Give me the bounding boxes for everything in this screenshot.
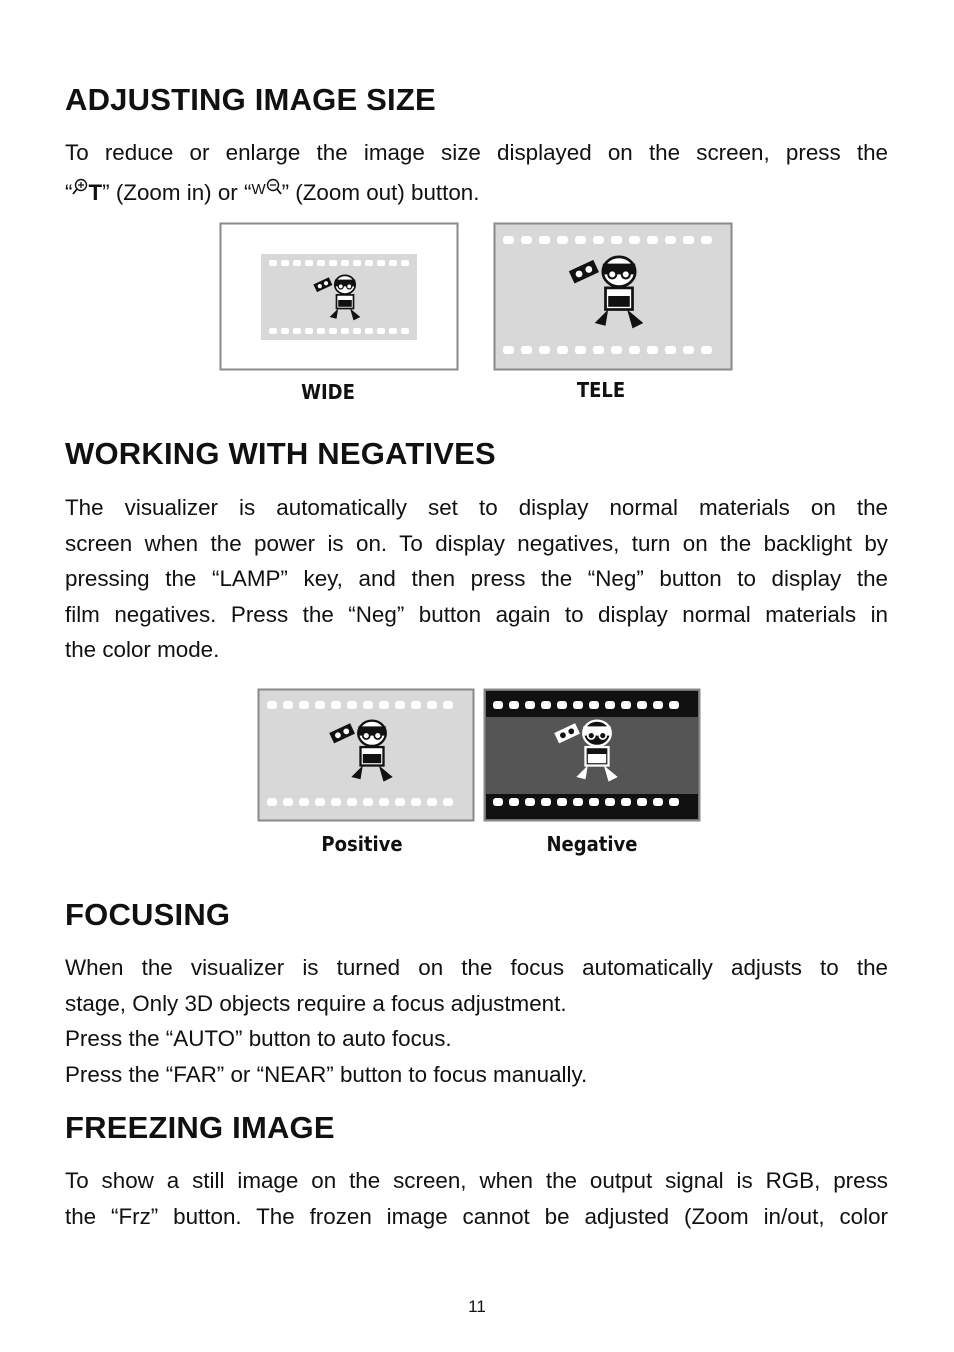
- freezing-paragraph: [65, 1163, 888, 1234]
- page-number: 11: [468, 1297, 486, 1316]
- caption-negative: Negative: [546, 832, 638, 856]
- heading-focusing: FOCUSING: [65, 897, 231, 932]
- negatives-figure: [257, 688, 702, 824]
- negative-frame: [485, 690, 700, 821]
- zoom-figure: [219, 222, 734, 374]
- focusing-line-1: When the visualizer is turned on the focus automatically adjusts to the: [65, 955, 888, 980]
- focusing-line-4: Press the “FAR” or “NEAR” button to focus manually.: [65, 1061, 588, 1087]
- zoom-paragraph: [65, 135, 888, 210]
- zoom-out-icon: [266, 171, 282, 207]
- tele-frame: [495, 224, 732, 370]
- negatives-paragraph: [65, 490, 888, 668]
- focusing-line-2: stage, Only 3D objects require a focus adjustment.: [65, 990, 567, 1016]
- wide-frame: [221, 224, 458, 370]
- open-quote: “: [65, 179, 73, 205]
- zoom-in-text: ” (Zoom in) or “: [102, 179, 252, 205]
- negatives-line-3: pressing the “LAMP” key, and then press the “Neg” button to display the: [65, 566, 888, 591]
- focusing-paragraph: [65, 950, 888, 1092]
- caption-tele: TELE: [576, 378, 626, 402]
- negatives-line-4: film negatives. Press the “Neg” button again to display normal materials in: [65, 601, 888, 627]
- freezing-line-2: the “Frz” button. The frozen image cannot be adjusted (Zoom in/out, color: [65, 1203, 888, 1229]
- focusing-line-3: Press the “AUTO” button to auto focus.: [65, 1026, 452, 1051]
- caption-wide: WIDE: [301, 380, 355, 404]
- positive-frame: [259, 690, 474, 821]
- heading-freezing-image: FREEZING IMAGE: [65, 1110, 335, 1145]
- negatives-line-1: The visualizer is automatically set to display normal materials on the: [65, 495, 888, 520]
- zoom-out-text: ” (Zoom out) button.: [281, 179, 480, 205]
- heading-adjusting-image-size: ADJUSTING IMAGE SIZE: [65, 82, 436, 117]
- zoom-out-letter: W: [251, 180, 266, 198]
- zoom-in-letter: T: [88, 179, 103, 205]
- zoom-in-icon: [72, 171, 88, 207]
- zoom-line-1: To reduce or enlarge the image size displayed on the screen, press the: [65, 140, 888, 165]
- heading-working-with-negatives: WORKING WITH NEGATIVES: [65, 436, 496, 471]
- freezing-line-1: To show a still image on the screen, when the output signal is RGB, press: [65, 1168, 888, 1193]
- zoom-line-2: [65, 171, 888, 211]
- negatives-line-5: the color mode.: [65, 637, 220, 662]
- negatives-line-2: screen when the power is on. To display negatives, turn on the backlight by: [65, 530, 888, 556]
- caption-positive: Positive: [321, 832, 403, 856]
